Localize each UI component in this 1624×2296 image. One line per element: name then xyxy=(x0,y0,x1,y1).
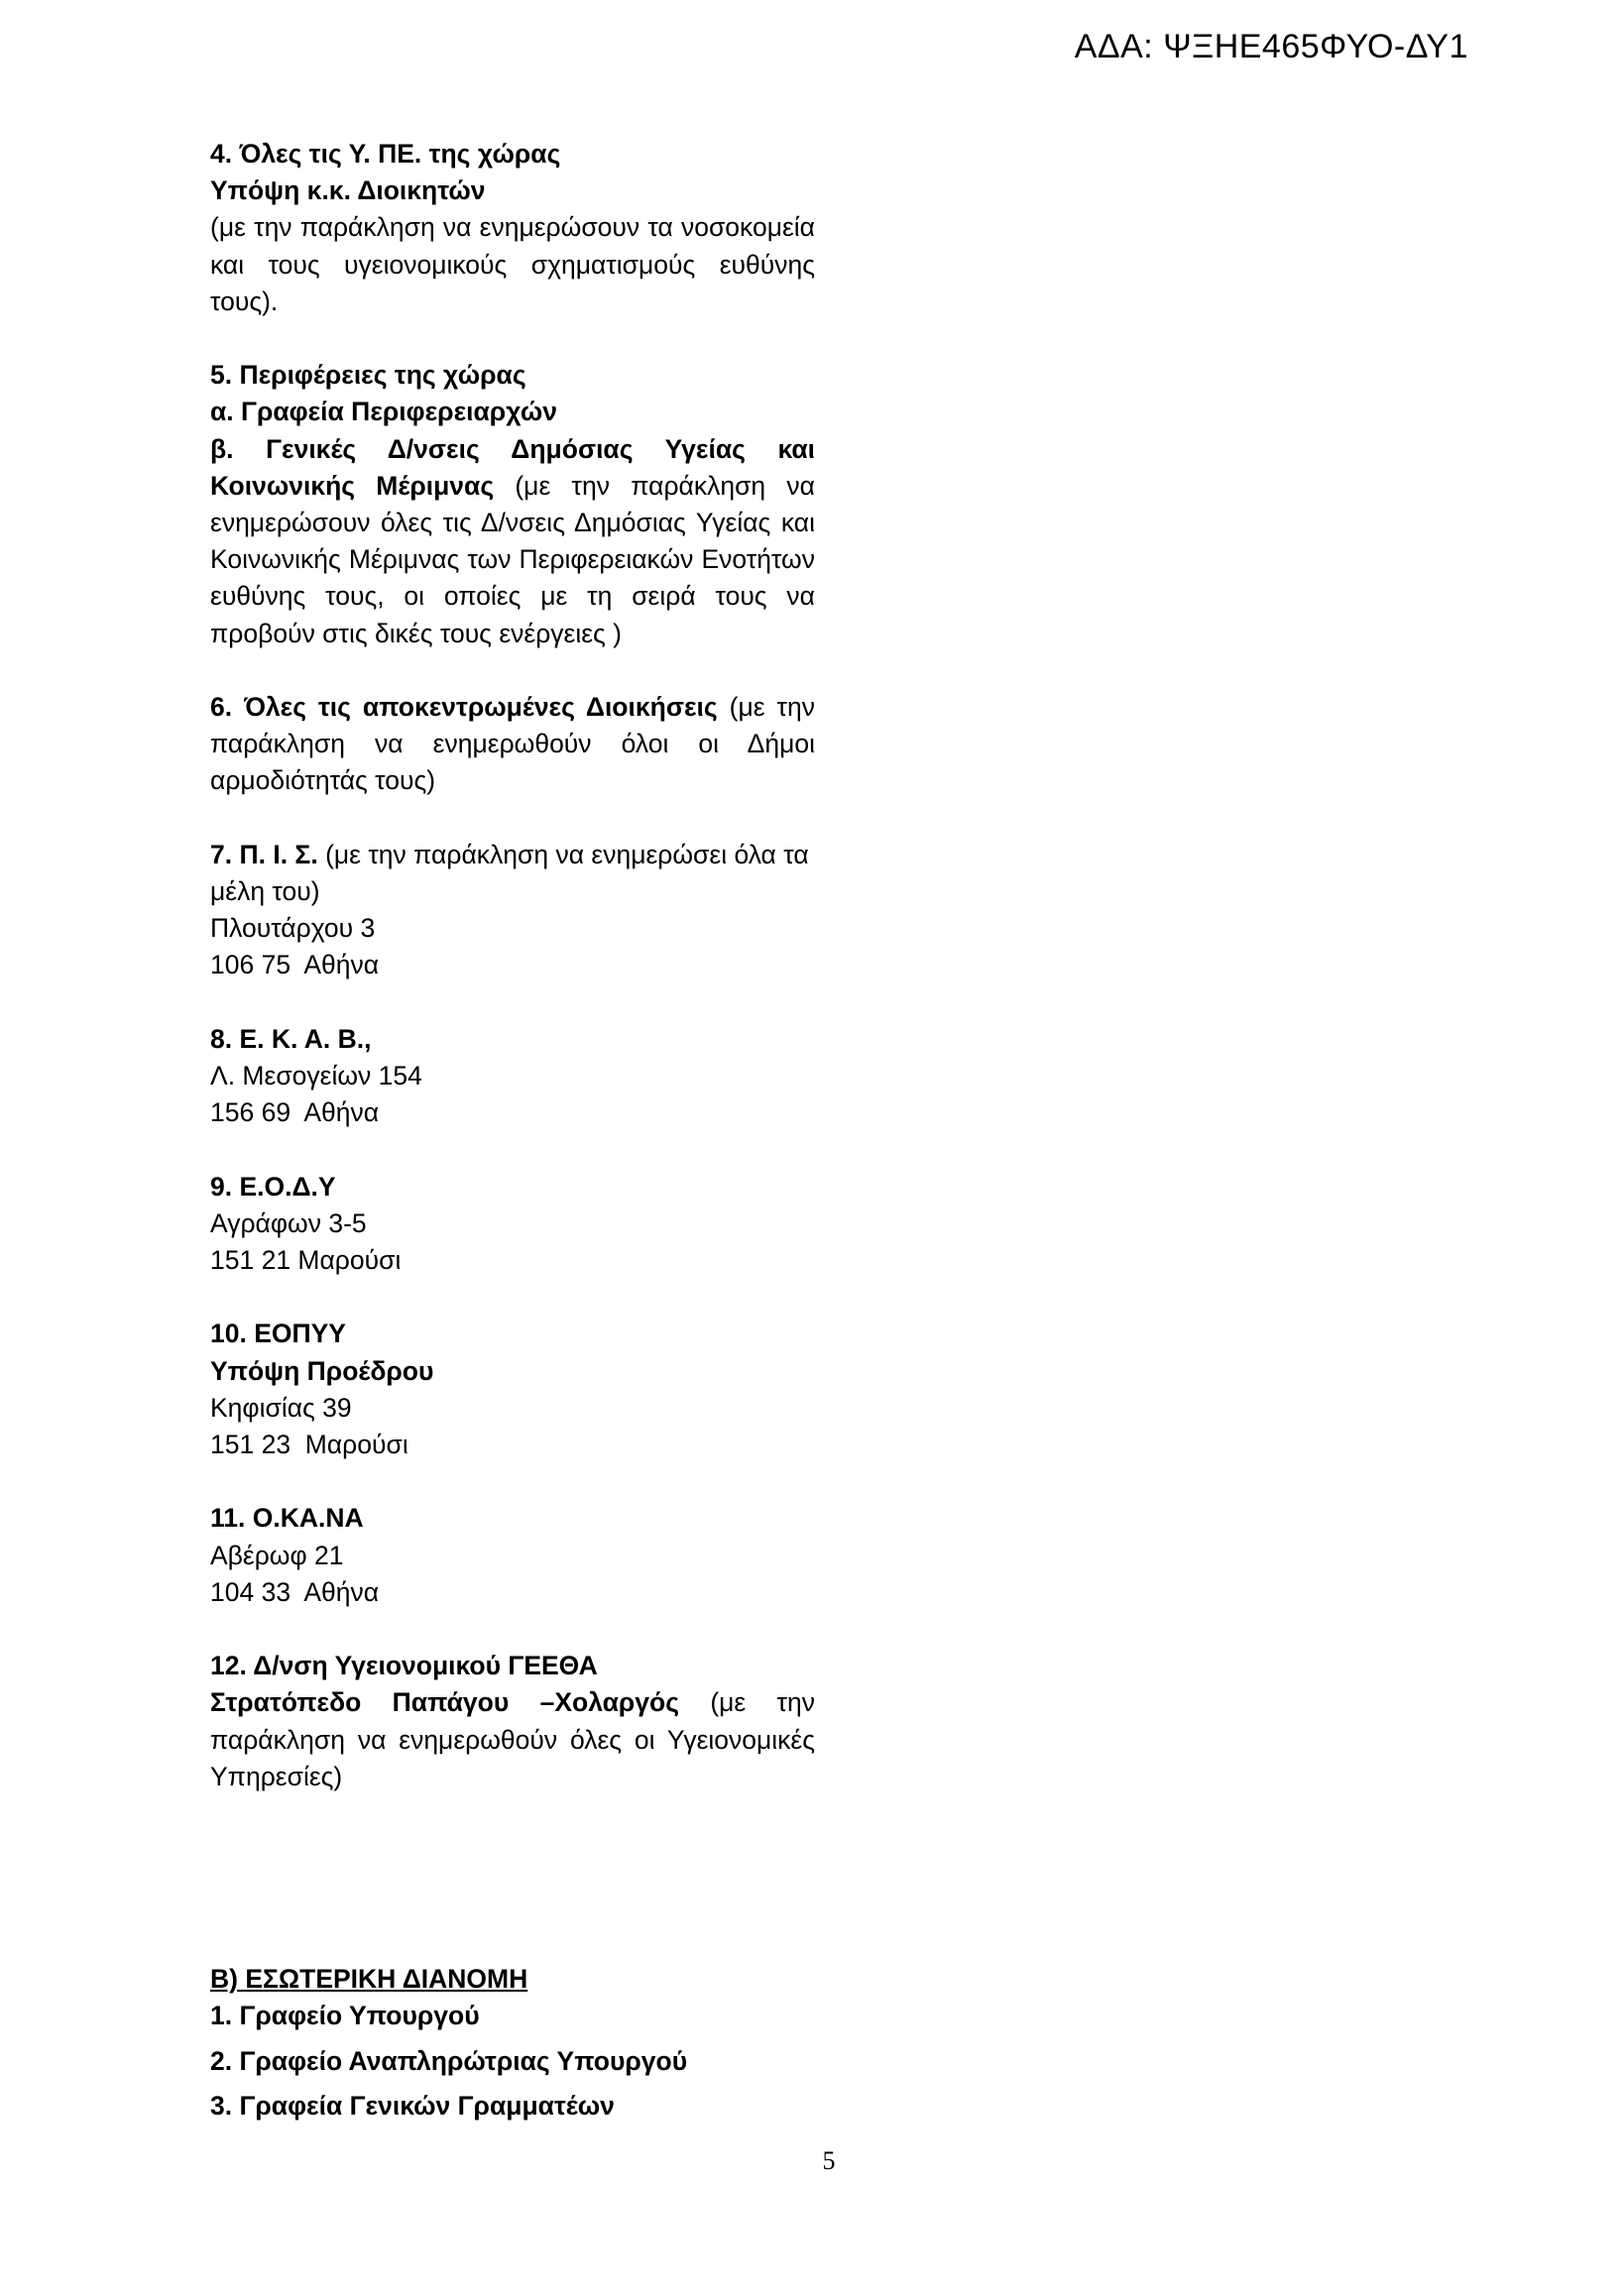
recipient-6-note: (με την παράκληση να ενημερωθούν όλοι οι Δήμοι αρμοδιότητάς τους) xyxy=(210,692,815,796)
recipient-11-title: 11. Ο.ΚΑ.ΝΑ xyxy=(210,1503,364,1534)
recipient-6-title: 6. Όλες τις αποκεντρωμένες Διοικήσεις xyxy=(210,692,718,723)
section-spacer xyxy=(210,1832,815,1961)
recipient-4-title: 4. Όλες τις Υ. ΠΕ. της χώρας xyxy=(210,139,561,169)
recipient-12 xyxy=(210,1648,815,1795)
recipient-8-title: 8. Ε. Κ. Α. Β., xyxy=(210,1023,372,1054)
recipient-7 xyxy=(210,837,815,984)
recipient-10-postal: 151 23 Μαρούσι xyxy=(210,1430,408,1460)
recipient-4 xyxy=(210,136,815,320)
recipient-8-address: Λ. Μεσογείων 154 xyxy=(210,1061,422,1091)
recipient-4-subtitle: Υπόψη κ.κ. Διοικητών xyxy=(210,175,486,206)
ada-identifier: ΑΔΑ: ΨΞΗΕ465ΦΥΟ-ΔΥ1 xyxy=(1074,28,1468,65)
page-number: 5 xyxy=(822,2146,836,2175)
recipient-8 xyxy=(210,1021,815,1132)
internal-distribution-item: 1. Γραφείο Υπουργού xyxy=(210,2001,480,2031)
recipients-column xyxy=(210,136,815,2132)
recipient-5-subtitle-b: β. Γενικές Δ/νσεις Δημόσιας Υγείας και Κοινωνικής Μέριμνας xyxy=(210,433,815,501)
recipient-8-postal: 156 69 Αθήνα xyxy=(210,1097,380,1128)
recipient-9-address: Αγράφων 3-5 xyxy=(210,1207,367,1238)
recipient-7-note: (με την παράκληση να ενημερώσει όλα τα μέλη του) xyxy=(210,839,809,907)
recipient-12-subtitle: Στρατόπεδο Παπάγου –Χολαργός xyxy=(210,1687,679,1718)
recipient-11 xyxy=(210,1500,815,1611)
recipient-10 xyxy=(210,1316,815,1463)
recipient-4-note: (με την παράκληση να ενημερώσουν τα νοσοκομεία και τους υγειονομικούς σχηματισμούς ευθύνης τους). xyxy=(210,212,815,316)
recipient-7-postal: 106 75 Αθήνα xyxy=(210,950,380,980)
recipient-9 xyxy=(210,1169,815,1280)
recipient-12-note: (με την παράκληση να ενημερωθούν όλες οι Υγειονομικές Υπηρεσίες) xyxy=(210,1687,815,1791)
recipient-12-title: 12. Δ/νση Υγειονομικού ΓΕΕΘΑ xyxy=(210,1651,598,1681)
recipient-5-title: 5. Περιφέρειες της χώρας xyxy=(210,360,526,391)
recipient-6 xyxy=(210,689,815,800)
internal-distribution-item: 3. Γραφεία Γενικών Γραμματέων xyxy=(210,2090,615,2121)
recipient-11-postal: 104 33 Αθήνα xyxy=(210,1576,380,1607)
recipient-10-address: Κηφισίας 39 xyxy=(210,1392,352,1423)
recipient-9-postal: 151 21 Μαρούσι xyxy=(210,1245,402,1276)
recipient-9-title: 9. Ε.Ο.Δ.Υ xyxy=(210,1171,336,1202)
recipient-5-subtitle-a: α. Γραφεία Περιφερειαρχών xyxy=(210,397,558,427)
recipient-5-note: (με την παράκληση να ενημερώσουν όλες τις Δ/νσεις Δημόσιας Υγείας και Κοινωνικής Μέριμνας των Περιφερειακών Ενοτήτων ευθύνης τους, οι οποίες με τη σειρά τους να προβούν στις δικές τους ενέργειες ) xyxy=(210,470,815,648)
recipient-5 xyxy=(210,357,815,652)
recipient-10-title: 10. ΕΟΠΥΥ xyxy=(210,1319,346,1349)
recipient-7-title: 7. Π. Ι. Σ. xyxy=(210,839,318,869)
recipient-7-address: Πλουτάρχου 3 xyxy=(210,913,376,944)
internal-distribution-title: Β) ΕΣΩΤΕΡΙΚΗ ΔΙΑΝΟΜΗ xyxy=(210,1964,528,1995)
recipient-11-address: Αβέρωφ 21 xyxy=(210,1540,344,1570)
internal-distribution xyxy=(210,1961,815,2124)
internal-distribution-item: 2. Γραφείο Αναπληρώτριας Υπουργού xyxy=(210,2045,688,2076)
recipient-10-subtitle: Υπόψη Προέδρου xyxy=(210,1355,434,1386)
